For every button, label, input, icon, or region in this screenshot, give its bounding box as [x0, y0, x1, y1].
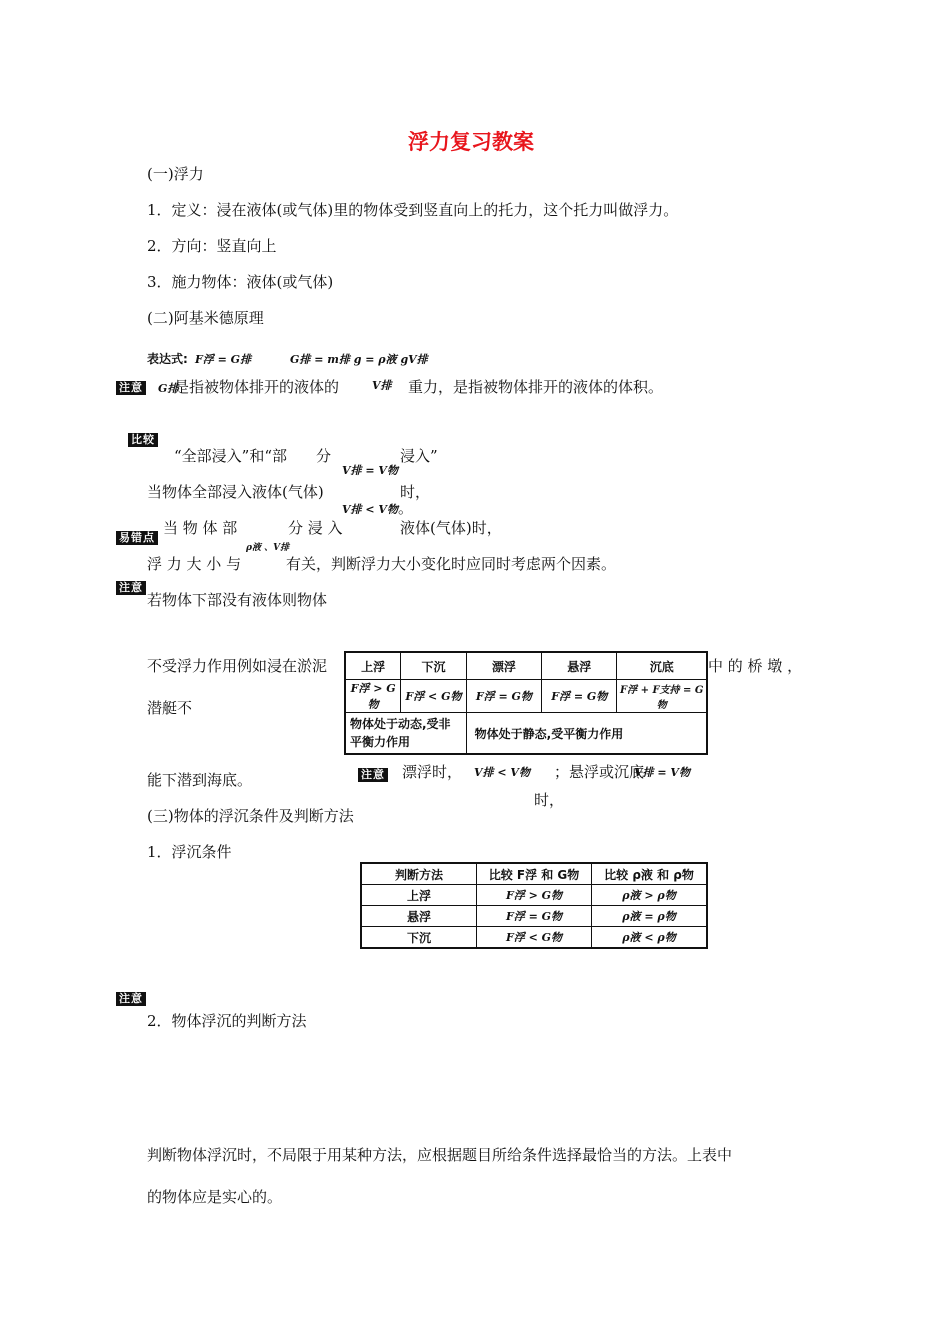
table2-cell: F浮 > G物 [477, 885, 592, 906]
table-formula-rise: F浮 > G物 [345, 680, 401, 713]
table2-row-rise: 上浮 [361, 885, 477, 906]
float-sink-states-table [344, 651, 708, 755]
formula-floating: V排 < V物 [474, 766, 530, 779]
formula-v-equal: V排 = V物 [342, 464, 398, 477]
table2-header-method: 判断方法 [361, 863, 477, 885]
direction-item: 2．方向：竖直向上 [147, 237, 277, 255]
seabed-text: 能下潜到海底。 [147, 771, 253, 789]
expression-label: 表达式: [147, 352, 188, 366]
section-heading-buoyancy: (一)浮力 [147, 165, 204, 183]
table2-cell: ρ液 < ρ物 [592, 927, 708, 949]
compare-tag: 比较 [128, 428, 158, 447]
table-header-rise: 上浮 [345, 652, 401, 680]
note-text-part2: 重力，是指被物体排开的液体的体积。 [408, 378, 664, 396]
table2-cell: ρ液 > ρ物 [592, 885, 708, 906]
partial-immersion-mid: 分 浸 入 [288, 519, 343, 537]
no-buoyancy-example: 不受浮力作用例如浸在淤泥 [147, 657, 328, 675]
easy-mistake-tag: 易错点 [116, 526, 158, 545]
table-header-sink: 下沉 [401, 652, 466, 680]
table2-cell: F浮 < G物 [477, 927, 592, 949]
full-immersion-text: 当物体全部浸入液体(气体) [147, 483, 324, 501]
table-formula-float: F浮 = G物 [466, 680, 541, 713]
table-formula-suspend: F浮 = G物 [542, 680, 617, 713]
note-text-part1: 是指被物体排开的液体的 [174, 378, 340, 396]
section-heading-archimedes: (二)阿基米德原理 [147, 309, 264, 327]
formula-factors: ρ液 、V排 [246, 543, 290, 553]
when-text: 时， [534, 791, 565, 809]
table2-header-force: 比较 F浮 和 G物 [477, 863, 592, 885]
floating-text: 漂浮时， [402, 763, 463, 781]
submarine-text: 潜艇不 [147, 699, 193, 717]
final-text-line2: 的物体应是实心的。 [147, 1188, 283, 1206]
partial-immersion-text: 当 物 体 部 [163, 519, 238, 537]
section-heading-conditions: (三)物体的浮沉条件及判断方法 [147, 807, 354, 825]
table2-header-density: 比较 ρ液 和 ρ物 [592, 863, 708, 885]
table-header-bottom: 沉底 [617, 652, 707, 680]
no-liquid-below-text: 若物体下部没有液体则物体 [147, 591, 328, 609]
judgment-method-item: 2．物体浮沉的判断方法 [147, 1012, 307, 1030]
formula-v-displaced: V排 [372, 379, 392, 392]
formula-buoyancy-equals-weight: F浮 = G排 [195, 353, 252, 366]
dynamic-state-cell: 物体处于动态,受非平衡力作用 [345, 713, 466, 755]
table-header-float: 漂浮 [466, 652, 541, 680]
partial-immersion-tail: 液体(气体)时， [400, 519, 502, 537]
definition-item: 1．定义：浸在液体(或气体)里的物体受到竖直向上的托力，这个托力叫做浮力。 [147, 201, 679, 219]
note-tag-3: 注意 [358, 763, 388, 782]
table2-row-suspend: 悬浮 [361, 906, 477, 927]
table2-cell: F浮 = G物 [477, 906, 592, 927]
factors-text: 浮 力 大 小 与 [147, 555, 242, 573]
suspend-bottom-text: ；悬浮或沉底 [554, 763, 645, 781]
final-text-line1: 判断物体浮沉时，不局限于用某种方法，应根据题目所给条件选择最恰当的方法。上表中 [147, 1146, 733, 1164]
table2-row-sink: 下沉 [361, 927, 477, 949]
note-tag-4: 注意 [116, 987, 146, 1006]
formula-displaced-weight: G排 = m排 g = ρ液 gV排 [290, 353, 428, 366]
compare-text: “全部浸入”和“部 [174, 447, 288, 465]
compare-text-tail: 浸入” [400, 447, 438, 465]
conditions-item: 1．浮沉条件 [147, 843, 232, 861]
compare-text-part: 分 [316, 447, 332, 465]
static-state-cell: 物体处于静态,受平衡力作用 [466, 713, 707, 755]
source-item: 3．施力物体：液体(或气体) [147, 273, 334, 291]
table2-cell: ρ液 = ρ物 [592, 906, 708, 927]
formula-suspend-bottom: V排 = V物 [634, 766, 690, 779]
table-formula-sink: F浮 < G物 [401, 680, 466, 713]
page-title: 浮力复习教案 [408, 130, 534, 154]
note-tag-2: 注意 [116, 576, 146, 595]
formula-v-less-line: V排 < V物。 [342, 499, 413, 517]
no-buoyancy-example-tail: 中 的 桥 墩 ， [708, 657, 803, 675]
full-immersion-when: 时， [400, 483, 431, 501]
table-header-suspend: 悬浮 [542, 652, 617, 680]
factors-text-tail: 有关，判断浮力大小变化时应同时考虑两个因素。 [286, 555, 617, 573]
note-tag: 注意 [116, 376, 146, 395]
formula-g-displaced: G排 [158, 382, 179, 395]
table-formula-bottom: F浮 + F支持 = G物 [617, 680, 707, 713]
float-sink-conditions-table [360, 862, 708, 949]
